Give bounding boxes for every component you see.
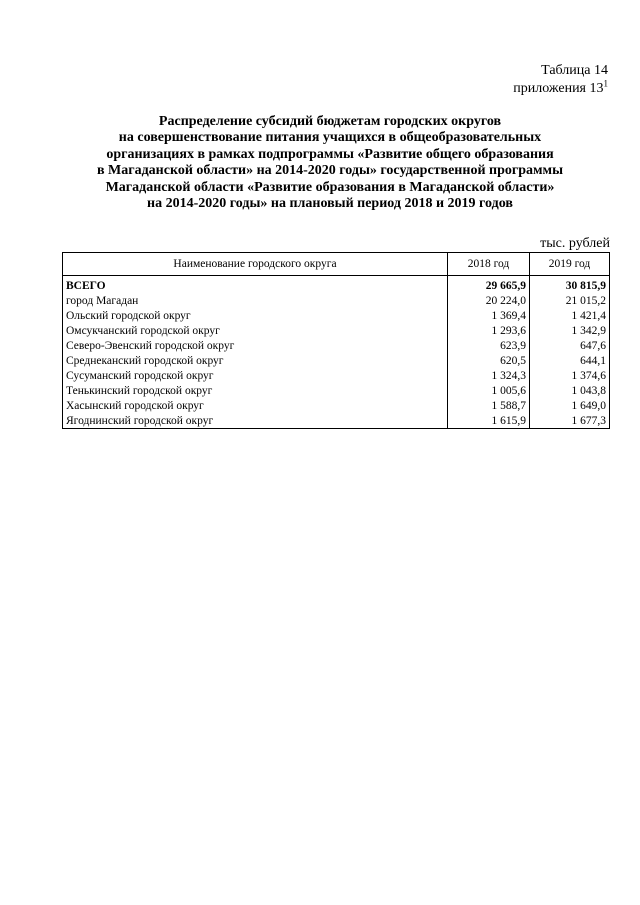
row-value-2018: 1 005,6: [448, 383, 530, 398]
row-value-2018: 20 224,0: [448, 293, 530, 308]
row-value-2018: 1 324,3: [448, 368, 530, 383]
annex-superscript: 1: [603, 78, 608, 89]
row-value-2018: 1 293,6: [448, 323, 530, 338]
title-line: Магаданской области «Развитие образования в Магаданской области»: [105, 179, 555, 195]
table-row: [63, 293, 610, 308]
subsidy-table: [62, 252, 610, 429]
title-line: на совершенствование питания учащихся в общеобразовательных: [118, 130, 542, 146]
row-name: город Магадан: [63, 293, 448, 308]
row-value-2019: 1 677,3: [530, 413, 610, 429]
row-value-2019: 1 421,4: [530, 308, 610, 323]
table-row: [63, 338, 610, 353]
column-header-2018: 2018 год: [448, 253, 530, 276]
column-header-2019: 2019 год: [530, 253, 610, 276]
row-value-2018: 29 665,9: [448, 276, 530, 294]
row-name: Хасынский городской округ: [63, 398, 448, 413]
row-value-2019: 1 374,6: [530, 368, 610, 383]
row-value-2018: 623,9: [448, 338, 530, 353]
table-row: [63, 323, 610, 338]
row-name: Ягоднинский городской округ: [63, 413, 448, 429]
table-header-row: [63, 253, 610, 276]
title-line: Распределение субсидий бюджетам городских округов: [158, 114, 502, 129]
annex-label-line: [513, 80, 608, 98]
row-name: Тенькинский городской округ: [63, 383, 448, 398]
row-value-2018: 1 369,4: [448, 308, 530, 323]
row-value-2018: 1 588,7: [448, 398, 530, 413]
row-value-2018: 620,5: [448, 353, 530, 368]
unit-label: тыс. рублей: [540, 236, 610, 251]
row-value-2019: 21 015,2: [530, 293, 610, 308]
title-line: на 2014-2020 годы» на плановый период 2018 и 2019 годов: [147, 196, 513, 212]
row-name: Северо-Эвенский городской округ: [63, 338, 448, 353]
annex-label: приложения 13: [513, 81, 604, 96]
row-value-2019: 647,6: [530, 338, 610, 353]
table-row: [63, 368, 610, 383]
row-value-2018: 1 615,9: [448, 413, 530, 429]
row-name: ВСЕГО: [63, 276, 448, 294]
row-value-2019: 644,1: [530, 353, 610, 368]
row-name: Среднеканский городской округ: [63, 353, 448, 368]
row-name: Сусуманский городской округ: [63, 368, 448, 383]
row-value-2019: 1 342,9: [530, 323, 610, 338]
annex-reference: [513, 62, 608, 98]
table-row: [63, 413, 610, 429]
table-row: [63, 398, 610, 413]
table-row: [63, 383, 610, 398]
row-value-2019: 30 815,9: [530, 276, 610, 294]
table-row: [63, 308, 610, 323]
table-number-label: Таблица 14: [541, 63, 608, 78]
row-name: Омсукчанский городской округ: [63, 323, 448, 338]
table-row: [63, 353, 610, 368]
row-value-2019: 1 043,8: [530, 383, 610, 398]
document-title: [60, 114, 600, 212]
title-line: организациях в рамках подпрограммы «Развитие общего образования: [106, 146, 554, 162]
row-value-2019: 1 649,0: [530, 398, 610, 413]
column-header-name: Наименование городского округа: [63, 253, 448, 276]
row-name: Ольский городской округ: [63, 308, 448, 323]
table-row-total: [63, 276, 610, 294]
title-line: в Магаданской области» на 2014-2020 годы» государственной программы: [96, 163, 564, 179]
